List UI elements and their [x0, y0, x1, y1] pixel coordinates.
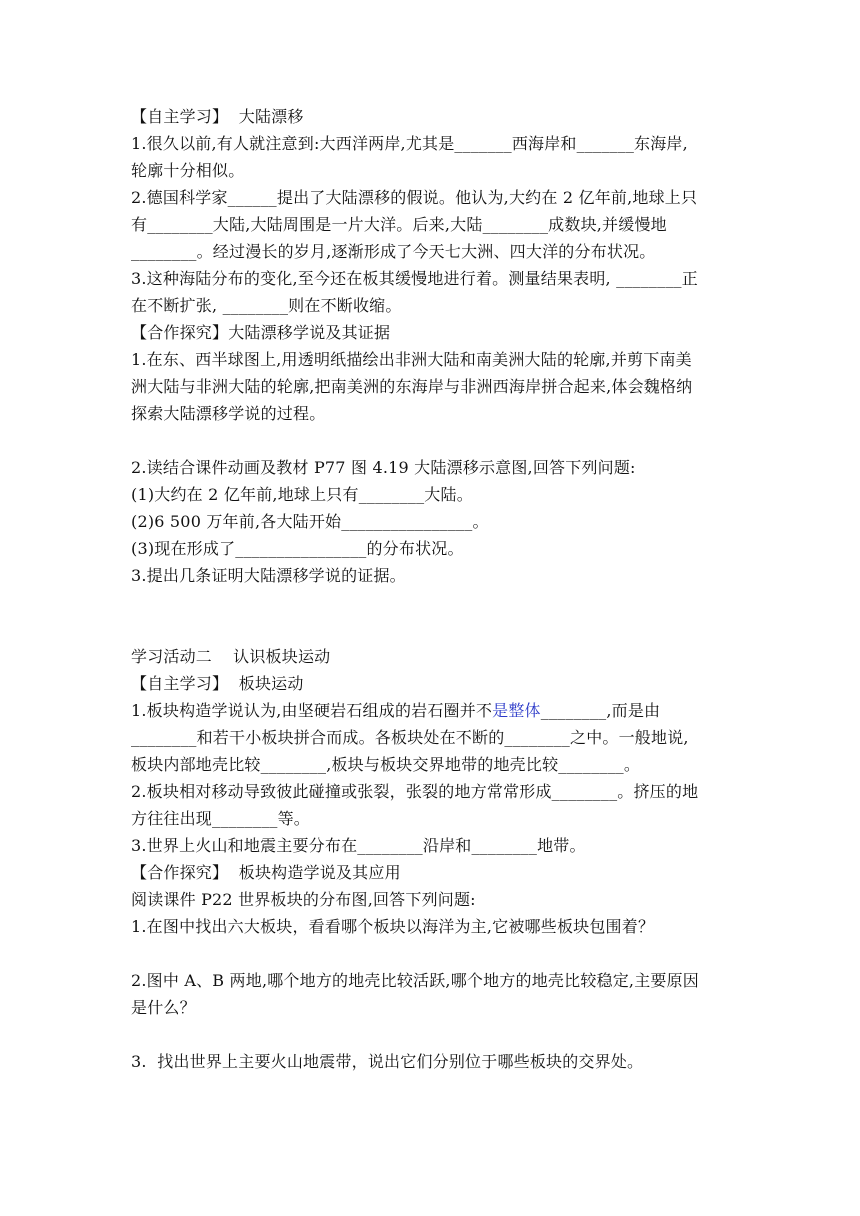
- question-1: [131, 346, 741, 427]
- paragraph-line: ________和若干小板块拼合而成。各板块处在不断的________之中。一般地说,: [131, 728, 689, 747]
- activity-title: 学习活动二 认识板块运动: [131, 647, 331, 666]
- paragraph-line: 是什么？: [131, 998, 196, 1017]
- paragraph-3: [131, 265, 741, 319]
- paragraph-line: [131, 697, 741, 724]
- blank-line: [131, 1021, 741, 1048]
- paragraph-2: [131, 184, 741, 265]
- plate-question-2: [131, 967, 741, 1021]
- section-heading-cooperative-inquiry: 【合作探究】 板块构造学说及其应用: [131, 863, 401, 882]
- section-heading-self-study: 【自主学习】 板块运动: [131, 674, 304, 693]
- paragraph-line: 1.很久以前,有人就注意到:大西洋两岸,尤其是_______西海岸和_______东海岸,: [131, 134, 688, 153]
- paragraph-line: 洲大陆与非洲大陆的轮廓,把南美洲的东海岸与非洲西海岸拼合起来,体会魏格纳: [131, 377, 693, 396]
- section-heading-cooperative-inquiry: 【合作探究】大陆漂移学说及其证据: [131, 323, 391, 342]
- question-2: 2.读结合课件动画及教材 P77 图 4.19 大陆漂移示意图,回答下列问题:: [131, 458, 636, 477]
- blank-line: [131, 616, 741, 643]
- blank-line: [131, 940, 741, 967]
- paragraph-plate-1: [131, 697, 741, 778]
- blank-line: [131, 427, 741, 454]
- question-2-part-1: (1)大约在 2 亿年前,地球上只有________大陆。: [131, 485, 473, 504]
- document-body: [131, 103, 741, 1075]
- blank-line: [131, 589, 741, 616]
- question-2-part-2: (2)6 500 万年前,各大陆开始________________。: [131, 512, 489, 531]
- paragraph-line: 在不断扩张, ________则在不断收缩。: [131, 296, 402, 315]
- text-run: 1.板块构造学说认为,由坚硬岩石组成的岩石圈并不: [131, 701, 493, 720]
- question-3: 3.提出几条证明大陆漂移学说的证据。: [131, 566, 406, 585]
- paragraph-line: 2.图中 A、B 两地,哪个地方的地壳比较活跃,哪个地方的地壳比较稳定,主要原因: [131, 971, 700, 990]
- paragraph-line: 板块内部地壳比较________,板块与板块交界地带的地壳比较________。: [131, 755, 641, 774]
- paragraph-line: 轮廓十分相似。: [131, 161, 245, 180]
- paragraph-1: [131, 130, 741, 184]
- paragraph-line: 方往往出现________等。: [131, 809, 311, 828]
- section-heading-self-study: 【自主学习】 大陆漂移: [131, 107, 304, 126]
- paragraph-plate-3: 3.世界上火山和地震主要分布在________沿岸和________地带。: [131, 836, 586, 855]
- plate-question-3: 3. 找出世界上主要火山地震带，说出它们分别位于哪些板块的交界处。: [131, 1052, 644, 1071]
- paragraph-plate-2: [131, 778, 741, 832]
- plate-question-1: 1.在图中找出六大板块，看看哪个板块以海洋为主,它被哪些板块包围着？: [131, 917, 655, 936]
- paragraph-line: 探索大陆漂移学说的过程。: [131, 404, 326, 423]
- paragraph-line: 1.在东、西半球图上,用透明纸描绘出非洲大陆和南美洲大陆的轮廓,并剪下南美: [131, 350, 692, 369]
- text-run: ________,而是由: [540, 701, 661, 720]
- paragraph-line: 3.这种海陆分布的变化,至今还在板其缓慢地进行着。测量结果表明, ________正: [131, 269, 698, 288]
- paragraph-line: 2.德国科学家______提出了大陆漂移的假说。他认为,大约在 2 亿年前,地球上只: [131, 188, 698, 207]
- question-2-part-3: (3)现在形成了________________的分布状况。: [131, 539, 464, 558]
- hyperlink-text[interactable]: 是整体: [492, 701, 541, 720]
- paragraph-line: 有________大陆,大陆周围是一片大洋。后来,大陆________成数块,并缓慢地: [131, 215, 667, 234]
- reading-instruction: 阅读课件 P22 世界板块的分布图,回答下列问题:: [131, 890, 476, 909]
- paragraph-line: 2.板块相对移动导致彼此碰撞或张裂，张裂的地方常常形成________。挤压的地: [131, 782, 699, 801]
- paragraph-line: ________。经过漫长的岁月,逐渐形成了今天七大洲、四大洋的分布状况。: [131, 242, 656, 261]
